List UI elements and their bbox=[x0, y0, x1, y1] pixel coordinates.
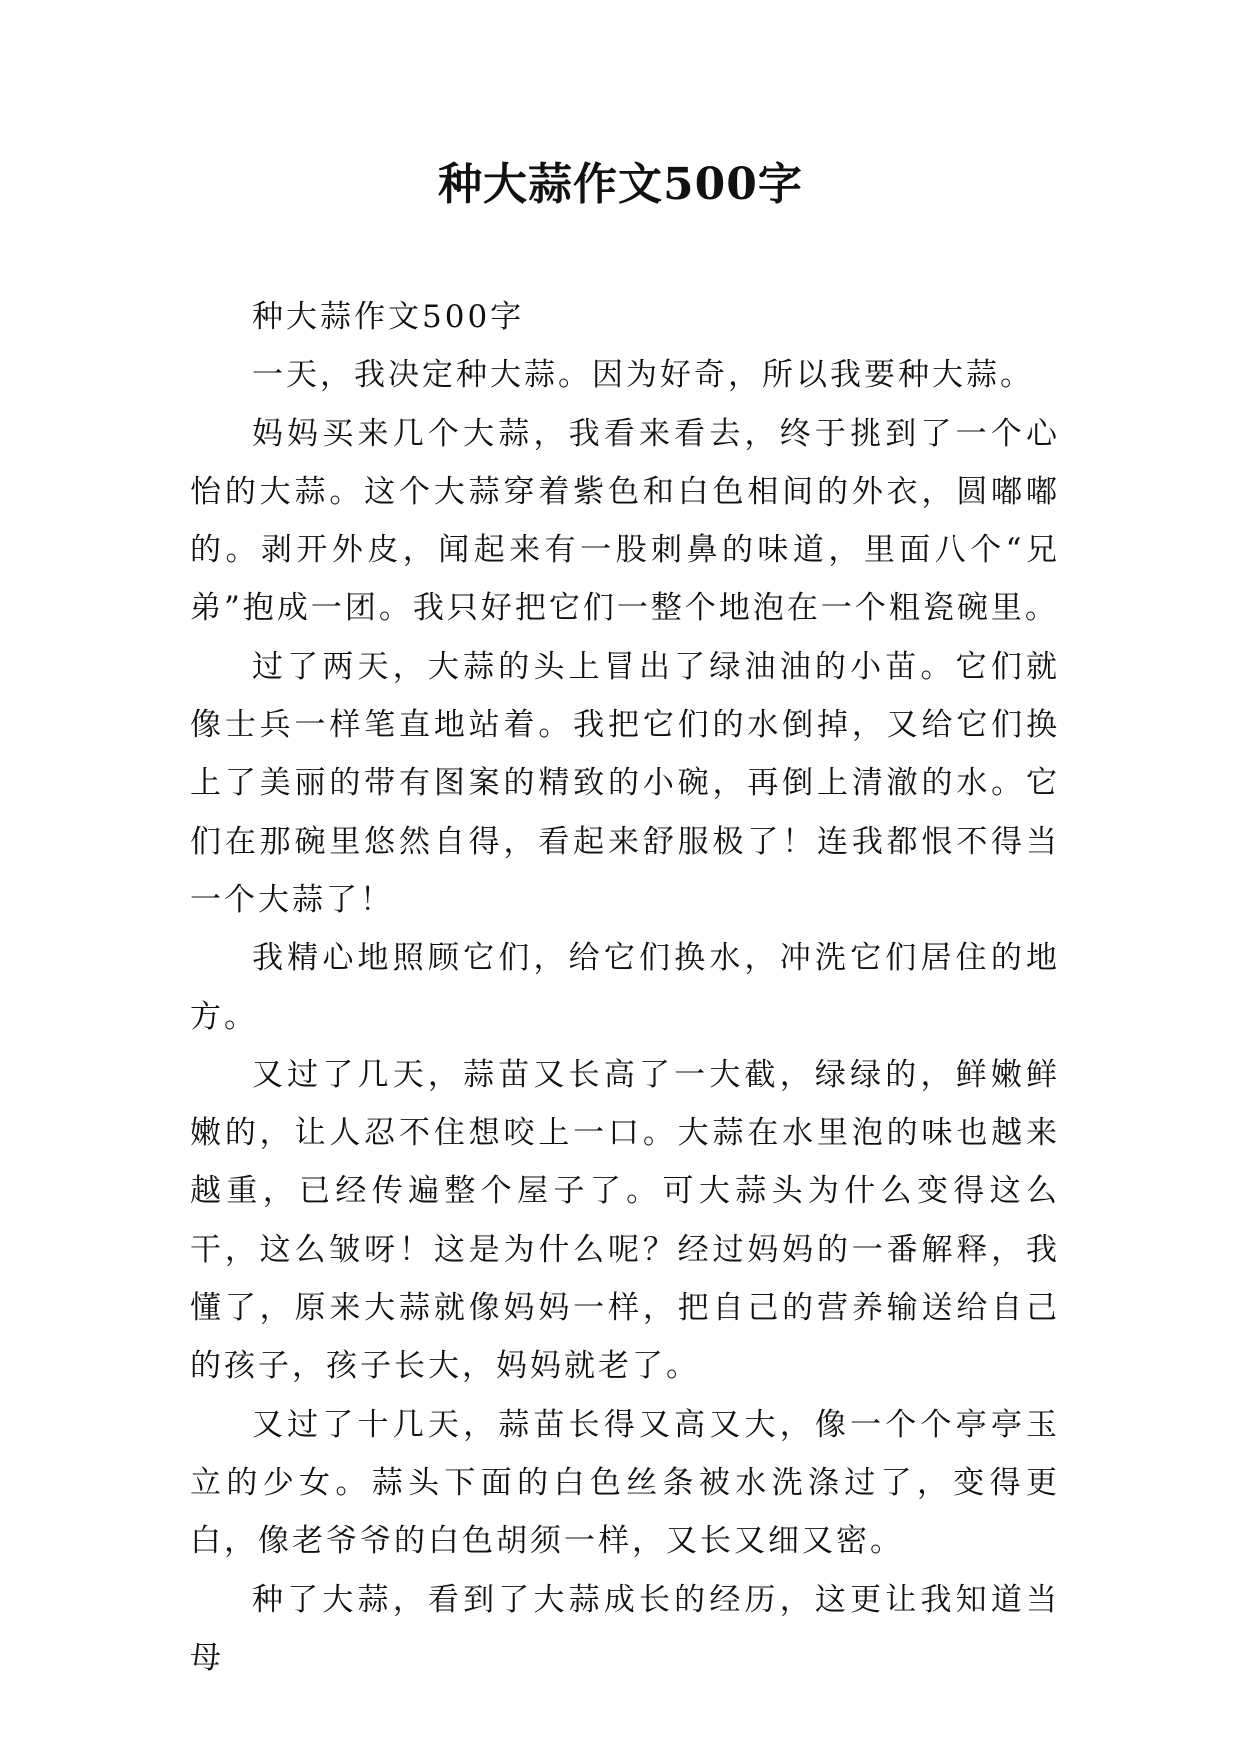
paragraph: 又过了几天，蒜苗又长高了一大截，绿绿的，鲜嫩鲜嫩的，让人忍不住想咬上一口。大蒜在水里泡的味也越来越重，已经传遍整个屋子了。可大蒜头为什么变得这么干，这么皱呀！这是为什么呢？经过妈妈的一番解释，我懂了，原来大蒜就像妈妈一样，把自己的营养输送给自己的孩子，孩子长大，妈妈就老了。 bbox=[190, 1056, 1060, 1385]
paragraph-heading: 种大蒜作文500字 bbox=[252, 299, 525, 335]
paragraph: 又过了十几天，蒜苗长得又高又大，像一个个亭亭玉立的少女。蒜头下面的白色丝条被水洗涤过了，变得更白，像老爷爷的白色胡须一样，又长又细又密。 bbox=[190, 1406, 1060, 1560]
document-title: 种大蒜作文500字 bbox=[438, 159, 803, 210]
paragraph: 过了两天，大蒜的头上冒出了绿油油的小苗。它们就像士兵一样笔直地站着。我把它们的水倒掉，又给它们换上了美丽的带有图案的精致的小碗，再倒上清澈的水。它们在那碗里悠然自得，看起来舒服极了！连我都恨不得当一个大蒜了！ bbox=[190, 648, 1060, 918]
document-body bbox=[190, 288, 1060, 1687]
paragraph: 我精心地照顾它们，给它们换水，冲洗它们居住的地方。 bbox=[190, 940, 1060, 1035]
paragraph: 妈妈买来几个大蒜，我看来看去，终于挑到了一个心怡的大蒜。这个大蒜穿着紫色和白色相间的外衣，圆嘟嘟的。剥开外皮，闻起来有一股刺鼻的味道，里面八个“兄弟”抱成一团。我只好把它们一整个地泡在一个粗瓷碗里。 bbox=[190, 415, 1060, 627]
paragraph: 一天，我决定种大蒜。因为好奇，所以我要种大蒜。 bbox=[252, 357, 1034, 394]
paragraph: 种了大蒜，看到了大蒜成长的经历，这更让我知道当母 bbox=[190, 1581, 1060, 1676]
